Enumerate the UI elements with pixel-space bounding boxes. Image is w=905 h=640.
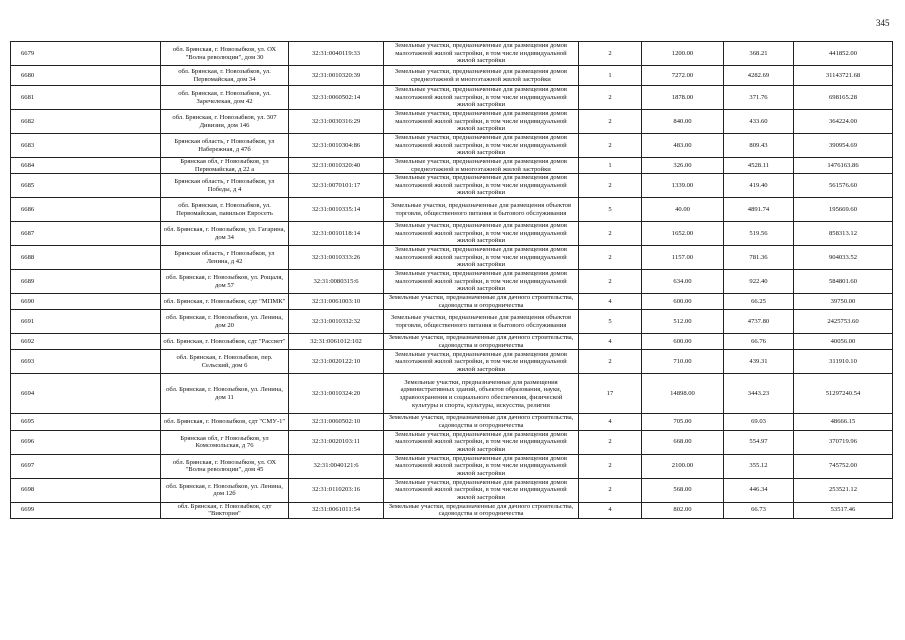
address-cell: обл. Брянская, г. Новозыбков, ул. 307 Дивизии, дом 146: [161, 110, 289, 134]
table-row: [11, 374, 893, 414]
land-purpose-cell: Земельные участки, предназначенные для размещения домов малоэтажной жилой застройки, в том числе индивидуальной жилой застройки: [384, 174, 579, 198]
land-purpose-cell: Земельные участки, предназначенные для размещения домов малоэтажной жилой застройки, в том числе индивидуальной жилой застройки: [384, 454, 579, 478]
row-number: 6694: [11, 374, 161, 414]
land-purpose-cell: Земельные участки, предназначенные для размещения домов малоэтажной жилой застройки, в том числе индивидуальной жилой застройки: [384, 430, 579, 454]
area-cell: 14898.00: [642, 374, 724, 414]
group-cell: 2: [579, 270, 642, 294]
group-cell: 2: [579, 350, 642, 374]
group-cell: 2: [579, 110, 642, 134]
specific-value-cell: 66.76: [724, 334, 794, 350]
cadastral-number-cell: 32:31:0040121:6: [289, 454, 384, 478]
area-cell: 40.00: [642, 198, 724, 222]
group-cell: 2: [579, 174, 642, 198]
row-number: 6684: [11, 158, 161, 174]
specific-value-cell: 66.25: [724, 294, 794, 310]
row-number: 6689: [11, 270, 161, 294]
cadastral-value-cell: 364224.00: [794, 110, 893, 134]
land-purpose-cell: Земельные участки, предназначенные для размещения домов среднеэтажной и многоэтажной жилой застройки: [384, 158, 579, 174]
group-cell: 2: [579, 86, 642, 110]
address-cell: обл. Брянская, г. Новозыбков, пер. Сельский, дом 6: [161, 350, 289, 374]
cadastral-number-cell: 32:31:0110203:16: [289, 478, 384, 502]
cadastral-number-cell: 32:31:0060502:10: [289, 414, 384, 430]
address-cell: обл. Брянская, г. Новозыбков, ул. Ленина, дом 11: [161, 374, 289, 414]
group-cell: 2: [579, 222, 642, 246]
specific-value-cell: 439.31: [724, 350, 794, 374]
cadastral-value-cell: 40056.00: [794, 334, 893, 350]
cadastral-value-cell: 561576.60: [794, 174, 893, 198]
area-cell: 326.00: [642, 158, 724, 174]
cadastral-value-cell: 253521.12: [794, 478, 893, 502]
cadastral-number-cell: 32:31:0010304:86: [289, 134, 384, 158]
specific-value-cell: 419.40: [724, 174, 794, 198]
cadastral-value-cell: 745752.00: [794, 454, 893, 478]
land-purpose-cell: Земельные участки, предназначенные для размещения домов малоэтажной жилой застройки, в том числе индивидуальной жилой застройки: [384, 110, 579, 134]
cadastral-number-cell: 32:31:0020103:11: [289, 430, 384, 454]
land-purpose-cell: Земельные участки, предназначенные для размещения домов малоэтажной жилой застройки, в том числе индивидуальной жилой застройки: [384, 478, 579, 502]
address-cell: обл. Брянская, г. Новозыбков, ул. Рощаля, дом 57: [161, 270, 289, 294]
group-cell: 4: [579, 334, 642, 350]
address-cell: Брянская область, г Новозыбков, ул Ленина, д 42: [161, 246, 289, 270]
group-cell: 1: [579, 158, 642, 174]
specific-value-cell: 66.73: [724, 502, 794, 518]
land-purpose-cell: Земельные участки, предназначенные для размещения домов малоэтажной жилой застройки, в том числе индивидуальной жилой застройки: [384, 270, 579, 294]
address-cell: Брянская область, г Новозыбков, ул Набережная, д 47б: [161, 134, 289, 158]
area-cell: 705.00: [642, 414, 724, 430]
cadastral-value-cell: 858313.12: [794, 222, 893, 246]
row-number: 6686: [11, 198, 161, 222]
cadastral-value-cell: 51297240.54: [794, 374, 893, 414]
specific-value-cell: 922.40: [724, 270, 794, 294]
address-cell: обл. Брянская, г. Новозыбков, сдт "СМУ-1": [161, 414, 289, 430]
cadastral-number-cell: 32:31:0010333:26: [289, 246, 384, 270]
table-row: [11, 110, 893, 134]
group-cell: 17: [579, 374, 642, 414]
area-cell: 1157.00: [642, 246, 724, 270]
cadastral-value-cell: 390954.69: [794, 134, 893, 158]
row-number: 6682: [11, 110, 161, 134]
row-number: 6699: [11, 502, 161, 518]
row-number: 6695: [11, 414, 161, 430]
table-row: [11, 294, 893, 310]
page-number: 345: [876, 18, 890, 28]
table-row: [11, 478, 893, 502]
address-cell: Брянская обл, г Новозыбков, ул Первомайская, д 22 а: [161, 158, 289, 174]
table-body: [11, 42, 893, 519]
cadastral-number-cell: 32:31:0010320:39: [289, 66, 384, 86]
group-cell: 2: [579, 454, 642, 478]
cadastral-value-cell: 441852.00: [794, 42, 893, 66]
cadastral-value-cell: 698165.28: [794, 86, 893, 110]
specific-value-cell: 355.12: [724, 454, 794, 478]
cadastral-value-cell: 48666.15: [794, 414, 893, 430]
land-purpose-cell: Земельные участки, предназначенные для размещения домов малоэтажной жилой застройки, в том числе индивидуальной жилой застройки: [384, 42, 579, 66]
table-row: [11, 454, 893, 478]
address-cell: обл. Брянская, г. Новозыбков, ул. Первомайская, павильон Евросеть: [161, 198, 289, 222]
area-cell: 1200.00: [642, 42, 724, 66]
area-cell: 483.00: [642, 134, 724, 158]
specific-value-cell: 446.34: [724, 478, 794, 502]
address-cell: обл. Брянская, г. Новозыбков, ул. Ленина, дом 12б: [161, 478, 289, 502]
land-purpose-cell: Земельные участки, предназначенные для размещения домов малоэтажной жилой застройки, в том числе индивидуальной жилой застройки: [384, 222, 579, 246]
table-row: [11, 350, 893, 374]
table-row: [11, 334, 893, 350]
address-cell: обл. Брянская, г. Новозыбков, ул. Первомайская, дом 34: [161, 66, 289, 86]
area-cell: 802.00: [642, 502, 724, 518]
cadastral-number-cell: 32:31:0010332:32: [289, 310, 384, 334]
row-number: 6687: [11, 222, 161, 246]
specific-value-cell: 368.21: [724, 42, 794, 66]
cadastral-number-cell: 32:31:0060502:14: [289, 86, 384, 110]
cadastral-value-cell: 53517.46: [794, 502, 893, 518]
specific-value-cell: 781.36: [724, 246, 794, 270]
land-purpose-cell: Земельные участки, предназначенные для дачного строительства, садоводства и огородничества: [384, 414, 579, 430]
area-cell: 840.00: [642, 110, 724, 134]
area-cell: 1652.00: [642, 222, 724, 246]
group-cell: 4: [579, 294, 642, 310]
address-cell: Брянская область, г Новозыбков, ул Победы, д 4: [161, 174, 289, 198]
row-number: 6685: [11, 174, 161, 198]
row-number: 6691: [11, 310, 161, 334]
group-cell: 2: [579, 246, 642, 270]
group-cell: 2: [579, 430, 642, 454]
area-cell: 600.00: [642, 294, 724, 310]
table-row: [11, 198, 893, 222]
land-purpose-cell: Земельные участки, предназначенные для размещения домов среднеэтажной и многоэтажной жилой застройки: [384, 66, 579, 86]
cadastral-number-cell: 32:31:0061003:10: [289, 294, 384, 310]
row-number: 6688: [11, 246, 161, 270]
area-cell: 2100.00: [642, 454, 724, 478]
land-purpose-cell: Земельные участки, предназначенные для размещения административных зданий, объектов образования, науки, здравоохранения и социального обеспечения, физической культуры и спорта, культуры, искусства, религии: [384, 374, 579, 414]
table-row: [11, 222, 893, 246]
land-purpose-cell: Земельные участки, предназначенные для размещения объектов торговли, общественного питания и бытового обслуживания: [384, 198, 579, 222]
address-cell: Брянская обл, г Новозыбков, ул Комсомольская, д 76: [161, 430, 289, 454]
table-row: [11, 310, 893, 334]
cadastral-value-cell: 1476163.86: [794, 158, 893, 174]
address-cell: обл. Брянская, г. Новозыбков, ул. Ленина, дом 20: [161, 310, 289, 334]
row-number: 6690: [11, 294, 161, 310]
cadastral-number-cell: 32:31:0020122:10: [289, 350, 384, 374]
group-cell: 4: [579, 502, 642, 518]
row-number: 6680: [11, 66, 161, 86]
area-cell: 512.00: [642, 310, 724, 334]
row-number: 6696: [11, 430, 161, 454]
cadastral-number-cell: 32:31:0010118:14: [289, 222, 384, 246]
group-cell: 4: [579, 414, 642, 430]
group-cell: 1: [579, 66, 642, 86]
land-purpose-cell: Земельные участки, предназначенные для дачного строительства, садоводства и огородничества: [384, 294, 579, 310]
cadastral-value-cell: 195669.60: [794, 198, 893, 222]
area-cell: 1878.00: [642, 86, 724, 110]
specific-value-cell: 69.03: [724, 414, 794, 430]
group-cell: 5: [579, 310, 642, 334]
table-row: [11, 66, 893, 86]
cadastral-value-cell: 311910.10: [794, 350, 893, 374]
cadastral-value-cell: 2425753.60: [794, 310, 893, 334]
table-row: [11, 502, 893, 518]
specific-value-cell: 4737.80: [724, 310, 794, 334]
table-row: [11, 86, 893, 110]
specific-value-cell: 809.43: [724, 134, 794, 158]
cadastral-number-cell: 32:31:0010324:20: [289, 374, 384, 414]
table-row: [11, 158, 893, 174]
specific-value-cell: 3443.23: [724, 374, 794, 414]
row-number: 6697: [11, 454, 161, 478]
address-cell: обл. Брянская, г. Новозыбков, сдт "Рассвет": [161, 334, 289, 350]
area-cell: 1339.00: [642, 174, 724, 198]
table-row: [11, 414, 893, 430]
table-row: [11, 174, 893, 198]
land-purpose-cell: Земельные участки, предназначенные для размещения домов малоэтажной жилой застройки, в том числе индивидуальной жилой застройки: [384, 350, 579, 374]
table-row: [11, 246, 893, 270]
area-cell: 600.00: [642, 334, 724, 350]
land-purpose-cell: Земельные участки, предназначенные для размещения домов малоэтажной жилой застройки, в том числе индивидуальной жилой застройки: [384, 86, 579, 110]
area-cell: 710.00: [642, 350, 724, 374]
group-cell: 5: [579, 198, 642, 222]
area-cell: 634.00: [642, 270, 724, 294]
table-row: [11, 270, 893, 294]
cadastral-number-cell: 32:31:0061011:54: [289, 502, 384, 518]
cadastral-value-cell: 904033.52: [794, 246, 893, 270]
land-purpose-cell: Земельные участки, предназначенные для размещения домов малоэтажной жилой застройки, в том числе индивидуальной жилой застройки: [384, 134, 579, 158]
address-cell: обл. Брянская, г. Новозыбков, ул. Гагарина, дом 34: [161, 222, 289, 246]
group-cell: 2: [579, 478, 642, 502]
cadastral-number-cell: 32:31:0061012:102: [289, 334, 384, 350]
row-number: 6692: [11, 334, 161, 350]
group-cell: 2: [579, 134, 642, 158]
address-cell: обл. Брянская, г. Новозыбков, сдт "МПМК": [161, 294, 289, 310]
row-number: 6698: [11, 478, 161, 502]
specific-value-cell: 4282.69: [724, 66, 794, 86]
row-number: 6681: [11, 86, 161, 110]
cadastral-value-table: [10, 41, 893, 519]
area-cell: 7272.00: [642, 66, 724, 86]
table-row: [11, 42, 893, 66]
cadastral-value-cell: 39750.00: [794, 294, 893, 310]
specific-value-cell: 519.56: [724, 222, 794, 246]
specific-value-cell: 4528.11: [724, 158, 794, 174]
land-purpose-cell: Земельные участки, предназначенные для дачного строительства, садоводства и огородничества: [384, 502, 579, 518]
cadastral-number-cell: 32:31:0010335:14: [289, 198, 384, 222]
cadastral-number-cell: 32:31:0030316:29: [289, 110, 384, 134]
specific-value-cell: 371.76: [724, 86, 794, 110]
specific-value-cell: 433.60: [724, 110, 794, 134]
cadastral-number-cell: 32:31:0040119:33: [289, 42, 384, 66]
area-cell: 668.00: [642, 430, 724, 454]
address-cell: обл. Брянская, г. Новозыбков, ул. Заречелекая, дом 42: [161, 86, 289, 110]
address-cell: обл. Брянская, г. Новозыбков, ул. ОХ "Волна революции", дом 30: [161, 42, 289, 66]
row-number: 6693: [11, 350, 161, 374]
specific-value-cell: 4891.74: [724, 198, 794, 222]
table-row: [11, 134, 893, 158]
address-cell: обл. Брянская, г. Новозыбков, ул. ОХ "Волна революции", дом 45: [161, 454, 289, 478]
specific-value-cell: 554.97: [724, 430, 794, 454]
cadastral-value-cell: 584801.60: [794, 270, 893, 294]
land-purpose-cell: Земельные участки, предназначенные для дачного строительства, садоводства и огородничества: [384, 334, 579, 350]
address-cell: обл. Брянская, г. Новозыбков, сдт "Виктория": [161, 502, 289, 518]
cadastral-value-cell: 370719.96: [794, 430, 893, 454]
cadastral-number-cell: 32:31:0080315:6: [289, 270, 384, 294]
row-number: 6683: [11, 134, 161, 158]
cadastral-value-cell: 31143721.68: [794, 66, 893, 86]
row-number: 6679: [11, 42, 161, 66]
land-purpose-cell: Земельные участки, предназначенные для размещения домов малоэтажной жилой застройки, в том числе индивидуальной жилой застройки: [384, 246, 579, 270]
table-row: [11, 430, 893, 454]
cadastral-number-cell: 32:31:0070101:17: [289, 174, 384, 198]
cadastral-number-cell: 32:31:0010320:40: [289, 158, 384, 174]
area-cell: 568.00: [642, 478, 724, 502]
land-purpose-cell: Земельные участки, предназначенные для размещения объектов торговли, общественного питания и бытового обслуживания: [384, 310, 579, 334]
group-cell: 2: [579, 42, 642, 66]
